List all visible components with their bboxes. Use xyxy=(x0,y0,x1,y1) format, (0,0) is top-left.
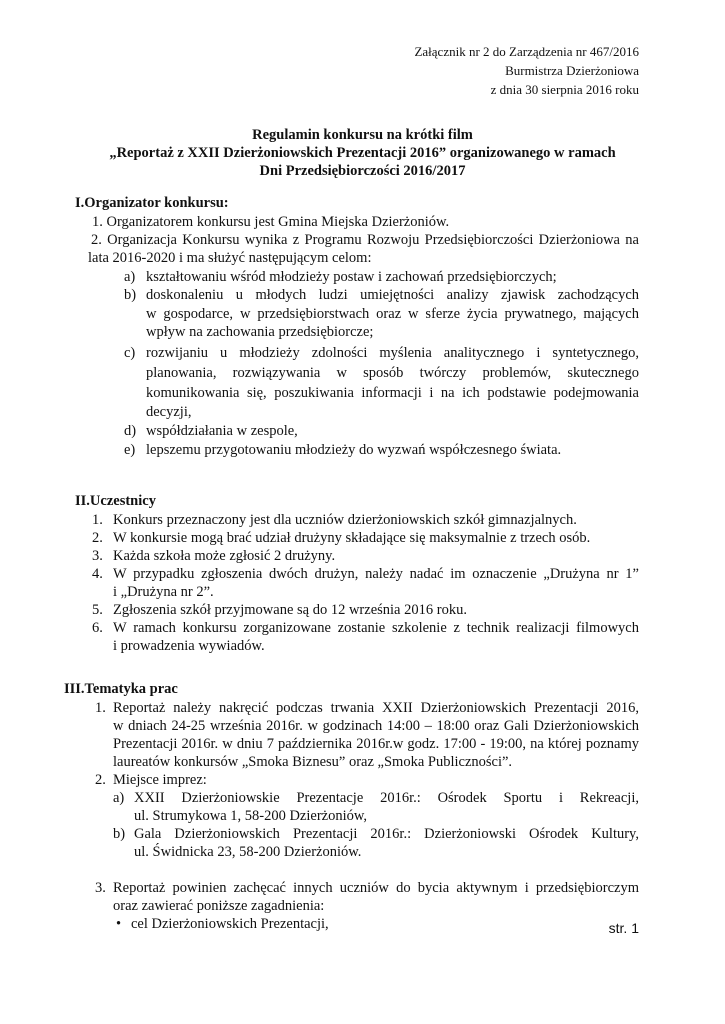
list-label-a: a) xyxy=(124,269,136,285)
title-line-2: „Reportaż z XXII Dzierżoniowskich Prezentacji 2016” organizowanego w ramach xyxy=(109,145,616,161)
section-1-b-line-1: doskonaleniu u młodych ludzi umiejętności analizy zjawisk zachodzących xyxy=(146,287,639,303)
section-3-item-1-line-4: laureatów konkursów „Smoka Biznesu” oraz „Smoka Publiczności”. xyxy=(113,754,513,770)
section-3-num-2: 2. xyxy=(95,772,106,788)
section-3-label-b: b) xyxy=(113,826,126,842)
section-1-b-line-2: w gospodarce, w przedsiębiorstwach oraz w sferze życia prywatnego, mających xyxy=(146,306,639,322)
section-2-num-6: 6. xyxy=(92,620,103,636)
section-2-item-1: Konkurs przeznaczony jest dla uczniów dzierżoniowskich szkół gimnazjalnych. xyxy=(113,512,577,528)
section-1-heading: I.Organizator konkursu: xyxy=(75,195,229,211)
list-label-b: b) xyxy=(124,287,137,303)
section-2-item-4-line-1: W przypadku zgłoszenia dwóch drużyn, należy nadać im oznaczenie „Drużyna nr 1” xyxy=(113,566,639,582)
bullet-icon: • xyxy=(116,916,122,932)
section-2-num-2: 2. xyxy=(92,530,103,546)
section-2-item-3: Każda szkoła może zgłosić 2 drużyny. xyxy=(113,548,336,564)
title-line-3: Dni Przedsiębiorczości 2016/2017 xyxy=(259,163,466,179)
section-3-a-line-2: ul. Strumykowa 1, 58-200 Dzierżoniów, xyxy=(134,808,368,824)
section-1-item-1: 1. Organizatorem konkursu jest Gmina Miejska Dzierżoniów. xyxy=(92,214,450,230)
section-3-bullet-1: cel Dzierżoniowskich Prezentacji, xyxy=(131,916,329,932)
section-3-num-3: 3. xyxy=(95,880,106,896)
section-2-num-5: 5. xyxy=(92,602,103,618)
header-line-2: Burmistrza Dzierżoniowa xyxy=(505,63,639,78)
section-3-label-a: a) xyxy=(113,790,125,806)
section-3-item-1-line-3: Prezentacji 2016r. w dniu 7 października 2016r.w godz. 17:00 - 19:00, na której poznamy xyxy=(113,736,639,752)
section-3-b-line-1: Gala Dzierżoniowskich Prezentacji 2016r.: Dzierżoniowski Ośrodek Kultury, xyxy=(134,826,639,842)
section-3-item-2: Miejsce imprez: xyxy=(113,772,207,788)
list-label-d: d) xyxy=(124,423,137,439)
section-1-item-2-line-2: lata 2016-2020 i ma służyć następującym celom: xyxy=(88,250,372,266)
header-line-3: z dnia 30 sierpnia 2016 roku xyxy=(490,82,639,97)
section-2-item-6-line-2: i prowadzenia wywiadów. xyxy=(113,638,265,654)
section-3-item-3-line-2: oraz zawierać poniższe zagadnienia: xyxy=(113,898,325,914)
section-3-item-1-line-2: w dniach 24-25 września 2016r. w godzinach 14:00 – 18:00 oraz Gali Dzierżoniowskich xyxy=(113,718,639,734)
section-2-num-4: 4. xyxy=(92,566,103,582)
section-3-a-line-1: XXII Dzierżoniowskie Prezentacje 2016r.: Ośrodek Sportu i Rekreacji, xyxy=(134,790,639,806)
list-label-e: e) xyxy=(124,442,136,458)
section-2-item-6-line-1: W ramach konkursu zorganizowane zostanie szkolenie z technik realizacji filmowych xyxy=(113,620,639,636)
section-1-d-line-1: współdziałania w zespole, xyxy=(146,423,298,439)
list-label-c: c) xyxy=(124,345,136,361)
section-1-a-line-1: kształtowaniu wśród młodzieży postaw i zachowań przedsiębiorczych; xyxy=(146,269,557,285)
section-2-heading: II.Uczestnicy xyxy=(75,493,156,509)
title-line-1: Regulamin konkursu na krótki film xyxy=(252,127,473,143)
section-1-b-line-3: wpływ na zachowania przedsiębiorcze; xyxy=(146,324,374,340)
section-1-c-line-4: decyzji, xyxy=(146,404,192,420)
section-2-num-1: 1. xyxy=(92,512,103,528)
section-2-item-5: Zgłoszenia szkół przyjmowane są do 12 września 2016 roku. xyxy=(113,602,467,618)
section-3-num-1: 1. xyxy=(95,700,106,716)
section-3-b-line-2: ul. Świdnicka 23, 58-200 Dzierżoniów. xyxy=(134,844,362,860)
section-1-c-line-3: komunikowania się, poszukiwania informacji i na ich podstawie podejmowania xyxy=(146,385,639,401)
section-2-item-4-line-2: i „Drużyna nr 2”. xyxy=(113,584,214,600)
section-3-item-1-line-1: Reportaż należy nakręcić podczas trwania XXII Dzierżoniowskich Prezentacji 2016, xyxy=(113,700,639,716)
section-1-c-line-2: planowania, rozwiązywania w sposób twórczy problemów, skutecznego xyxy=(146,365,639,381)
header-line-1: Załącznik nr 2 do Zarządzenia nr 467/2016 xyxy=(414,44,639,59)
section-1-e-line-1: lepszemu przygotowaniu młodzieży do wyzwań współczesnego świata. xyxy=(146,442,562,458)
section-1-item-2-line-1: 2. Organizacja Konkursu wynika z Programu Rozwoju Przedsiębiorczości Dzierżoniowa na xyxy=(91,232,639,248)
page-number: str. 1 xyxy=(608,920,639,936)
section-1-c-line-1: rozwijaniu u młodzieży zdolności myślenia analitycznego i syntetycznego, xyxy=(146,345,639,361)
section-3-heading: III.Tematyka prac xyxy=(64,681,178,697)
section-2-num-3: 3. xyxy=(92,548,103,564)
section-3-item-3-line-1: Reportaż powinien zachęcać innych uczniów do bycia aktywnym i przedsiębiorczym xyxy=(113,880,639,896)
section-2-item-2: W konkursie mogą brać udział drużyny składające się maksymalnie z trzech osób. xyxy=(113,530,591,546)
